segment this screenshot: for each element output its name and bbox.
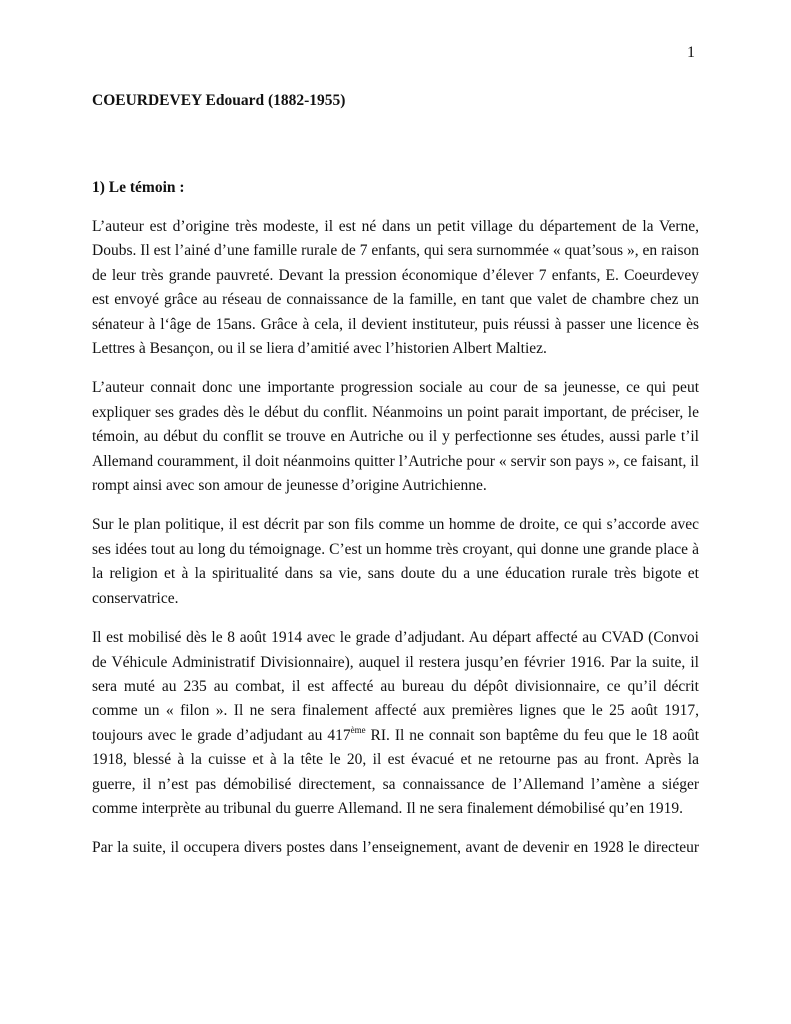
text-segment: RI. Il ne connait son baptême du feu que le 18 août <box>365 726 700 744</box>
text-line-with-superscript <box>92 724 699 748</box>
text-line: est envoyé grâce au réseau de connaissance de la famille, en tant que valet de chambre chez un <box>92 291 699 309</box>
text-line: rompt ainsi avec son amour de jeunesse d’origine Autrichienne. <box>92 477 487 495</box>
text-line: comme un « filon ». Il ne sera finalement affecté aux premières lignes que le 25 août 1917, <box>92 702 699 720</box>
paragraph-career <box>92 836 699 860</box>
paragraph-mobilization <box>92 626 699 821</box>
text-line: Allemand couramment, il doit néanmoins quitter l’Autriche pour « servir son pays », ce faisant, il <box>92 452 699 470</box>
paragraph-politics <box>92 513 699 611</box>
document-body <box>92 90 699 876</box>
section-heading: 1) Le témoin : <box>92 179 185 196</box>
text-line: L’auteur est d’origine très modeste, il est né dans un petit village du département de la Verne, <box>92 218 699 235</box>
text-line: Il est mobilisé dès le 8 août 1914 avec le grade d’adjudant. Au départ affecté au CVAD (Convoi <box>92 629 699 647</box>
text-line: sénateur à l‘âge de 15ans. Grâce à cela, il devient instituteur, puis réussi à passer une licence ès <box>92 315 699 333</box>
paragraph-origins <box>92 215 699 361</box>
text-line: 1918, blessé à la cuisse et à la tête le 20, il est évacué et ne retourne pas au front. Après la <box>92 751 699 769</box>
text-line: Doubs. Il est l’ainé d’une famille rurale de 7 enfants, qui sera surnommée « quat’sous », en raison <box>92 242 699 260</box>
text-line: guerre, il n’est pas démobilisé directement, sa connaissance de l’Allemand l’amène a siéger <box>92 775 699 793</box>
page-number: 1 <box>687 44 695 61</box>
text-line: la religion et à la spiritualité dans sa vie, sans doute du a une éducation rurale très bigote et <box>92 565 699 583</box>
ordinal-superscript: ème <box>350 724 366 735</box>
text-line: Lettres à Besançon, ou il se liera d’amitié avec l’historien Albert Maltiez. <box>92 340 547 358</box>
document-title: COEURDEVEY Edouard (1882-1955) <box>92 92 346 109</box>
paragraph-social-progress <box>92 376 699 498</box>
text-line: de Véhicule Administratif Divisionnaire), auquel il restera jusqu’en février 1916. Par la suite, il <box>92 653 699 671</box>
text-line: sera muté au 235 au combat, il est affecté au bureau du dépôt divisionnaire, ce qu’il décrit <box>92 677 699 695</box>
text-line: témoin, au début du conflit se trouve en Autriche ou il y perfectionne ses études, aussi parle t’il <box>92 428 699 446</box>
text-line: comme interprète au tribunal du guerre Allemand. Il ne sera finalement démobilisé qu’en 1919. <box>92 799 683 817</box>
text-line: de leur très grande pauvreté. Devant la pression économique d’élever 7 enfants, E. Coeurdevey <box>92 266 699 284</box>
text-line: Par la suite, il occupera divers postes dans l’enseignement, avant de devenir en 1928 le directeur <box>92 839 699 857</box>
text-line: conservatrice. <box>92 589 179 607</box>
text-line: expliquer ses grades dès le début du conflit. Néanmoins un point parait important, de préciser, le <box>92 403 699 421</box>
text-line: Sur le plan politique, il est décrit par son fils comme un homme de droite, ce qui s’accorde avec <box>92 516 699 534</box>
text-line: ses idées tout au long du témoignage. C’est un homme très croyant, qui donne une grande place à <box>92 540 699 558</box>
text-line: L’auteur connait donc une importante progression sociale au cour de sa jeunesse, ce qui peut <box>92 379 699 397</box>
text-segment: toujours avec le grade d’adjudant au 417 <box>92 726 351 744</box>
